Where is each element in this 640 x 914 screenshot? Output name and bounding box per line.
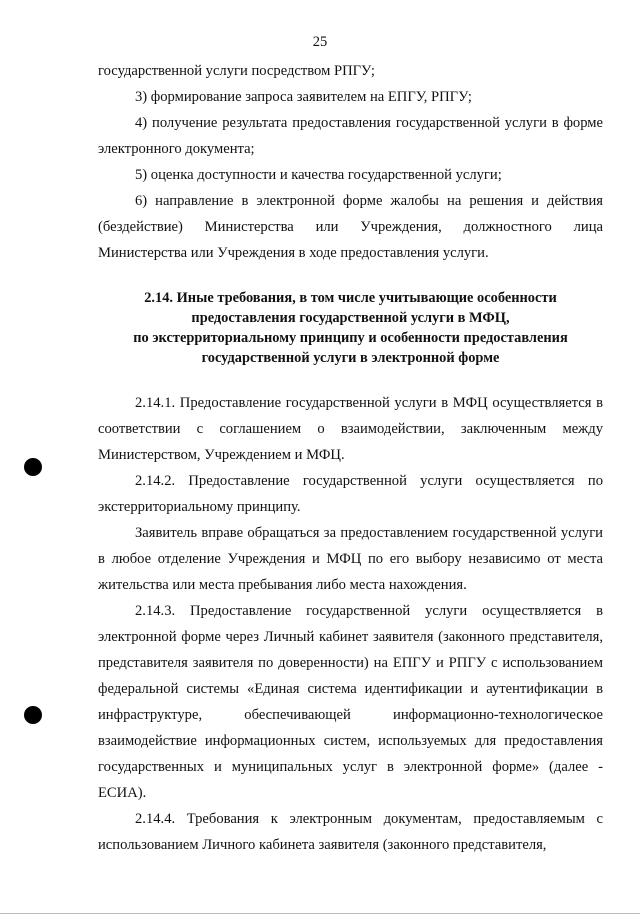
page-number: 25: [312, 34, 328, 50]
section-heading-line: 2.14. Иные требования, в том числе учитывающие особенности: [144, 290, 557, 306]
section-heading-line: по экстерриториальному принципу и особенности предоставления: [133, 330, 568, 346]
paragraph: 2.14.1. Предоставление государственной услуги в МФЦ осуществляется в соответствии с соглашением о взаимодействии, заключенным между Министерством, Учреждением и МФЦ.: [98, 395, 603, 463]
paragraph: 5) оценка доступности и качества государственной услуги;: [135, 167, 502, 183]
punch-hole-mark: [24, 706, 42, 724]
paragraph: Заявитель вправе обращаться за предоставлением государственной услуги в любое отделение Учреждения и МФЦ по его выбору независимо от места жительства или места пребывания либо места нахождения.: [98, 525, 603, 593]
punch-hole-mark: [24, 458, 42, 476]
paragraph: 2.14.3. Предоставление государственной услуги осуществляется в электронной форме через Личный кабинет заявителя (законного представителя, представителя заявителя по доверенности) на ЕПГУ и РПГУ с использованием федеральной системы «Единая система идентификации и аутентификации в инфраструктуре, обеспечивающей информационно-технологическое взаимодействие информационных систем, используемых для предоставления государственных и муниципальных услуг в электронной форме» (далее - ЕСИА).: [98, 603, 603, 801]
section-heading: [98, 288, 603, 368]
document-body: [98, 58, 603, 858]
paragraph: 6) направление в электронной форме жалобы на решения и действия (бездействие) Министерства или Учреждения, должностного лица Министерства или Учреждения в ходе предоставления услуги.: [98, 193, 603, 261]
section-heading-line: государственной услуги в электронной форме: [201, 350, 500, 366]
paragraph: 2.14.4. Требования к электронным документам, предоставляемым с использованием Личного кабинета заявителя (законного представителя,: [98, 811, 603, 853]
section-heading-line: предоставления государственной услуги в МФЦ,: [191, 310, 510, 326]
paragraph: государственной услуги посредством РПГУ;: [98, 63, 375, 79]
paragraph: 3) формирование запроса заявителем на ЕПГУ, РПГУ;: [135, 89, 472, 105]
paragraph: 2.14.2. Предоставление государственной услуги осуществляется по экстерриториальному принципу.: [98, 473, 603, 515]
paragraph: 4) получение результата предоставления государственной услуги в форме электронного документа;: [98, 115, 603, 157]
